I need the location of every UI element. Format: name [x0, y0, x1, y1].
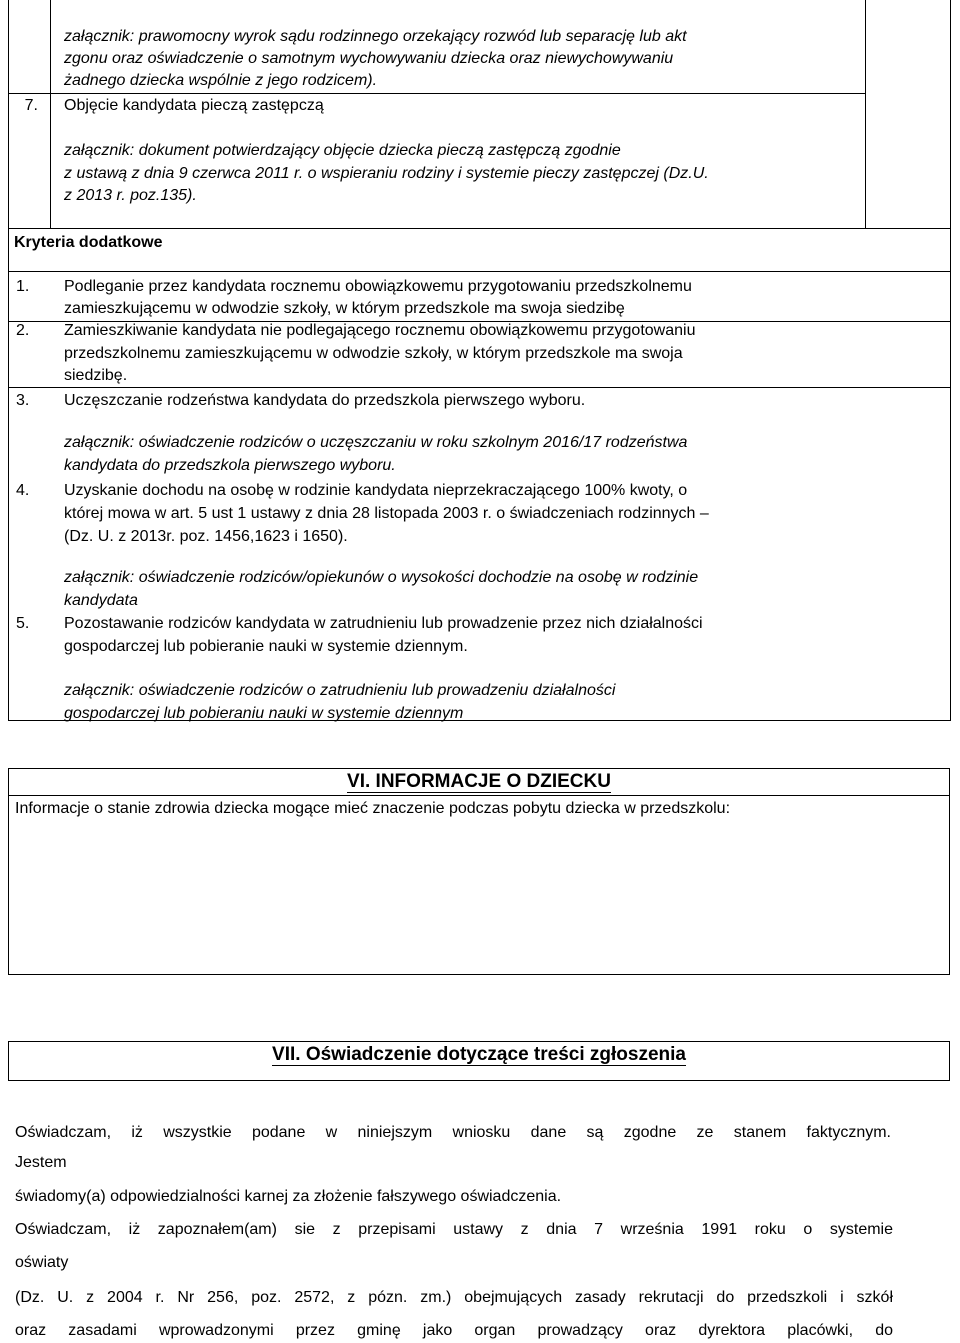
criterion-1-line: Podleganie przez kandydata rocznemu obowiązkowemu przygotowaniu przedszkolnemu	[64, 278, 692, 295]
criterion-3-number: 3.	[16, 392, 30, 409]
criterion-3-attachment-line: kandydata do przedszkola pierwszego wyboru.	[64, 457, 396, 474]
statement-line: Oświadczam, iż wszystkie podane w niniejszym wniosku dane są zgodne ze stanem faktycznym.	[15, 1124, 891, 1141]
criterion-4-line: (Dz. U. z 2013r. poz. 1456,1623 i 1650).	[64, 528, 348, 545]
criterion-4-number: 4.	[16, 482, 30, 499]
statement-line: Jestem	[15, 1154, 67, 1171]
criterion-3-attachment-line: załącznik: oświadczenie rodziców o uczęszczaniu w roku szkolnym 2016/17 rodzeństwa	[64, 434, 688, 451]
item6-attachment-line: żadnego dziecka wspólnie z jego rodzicem).	[64, 72, 378, 89]
item6-attachment-line: załącznik: prawomocny wyrok sądu rodzinnego orzekający rozwód lub separację lub akt	[64, 28, 687, 45]
item7-attachment-line: z ustawą z dnia 9 czerwca 2011 r. o wspieraniu rodziny i systemie pieczy zastępczej (Dz.U.	[64, 165, 709, 182]
criterion-1-line: zamieszkującemu w odwodzie szkoły, w którym przedszkole ma swoja siedzibę	[64, 300, 625, 317]
item7-attachment-line: z 2013 r. poz.135).	[64, 187, 197, 204]
item7-number: 7.	[24, 97, 38, 114]
section-vii-title	[8, 1044, 950, 1066]
statement-line: oświaty	[15, 1254, 69, 1271]
criterion-4-line: Uzyskanie dochodu na osobę w rodzinie kandydata nieprzekraczającego 100% kwoty, o	[64, 482, 688, 499]
section-vi-title-text: VI. INFORMACJE O DZIECKU	[347, 771, 611, 792]
item7-title: Objęcie kandydata pieczą zastępczą	[64, 97, 324, 114]
criterion-3-line: Uczęszczanie rodzeństwa kandydata do przedszkola pierwszego wyboru.	[64, 392, 586, 409]
criterion-5-number: 5.	[16, 615, 30, 632]
criterion-4-attachment-line: kandydata	[64, 592, 138, 609]
section-vi-title	[8, 771, 950, 793]
criterion-4-line: której mowa w art. 5 ust 1 ustawy z dnia 28 listopada 2003 r. o świadczeniach rodzinnych –	[64, 505, 709, 522]
criterion-5-attachment-line: załącznik: oświadczenie rodziców o zatrudnieniu lub prowadzeniu działalności	[64, 682, 616, 699]
criterion-2-line: Zamieszkiwanie kandydata nie podlegającego rocznemu obowiązkowemu przygotowaniu	[64, 322, 696, 339]
health-info-label: Informacje o stanie zdrowia dziecka mogące mieć znaczenie podczas pobytu dziecka w przedszkolu:	[15, 800, 731, 817]
criterion-1-number: 1.	[16, 278, 30, 295]
statement-line: (Dz. U. z 2004 r. Nr 256, poz. 2572, z pózn. zm.) obejmujących zasady rekrutacji do przedszkoli i szkół	[15, 1289, 893, 1306]
statement-line: Oświadczam, iż zapoznałem(am) sie z przepisami ustawy z dnia 7 września 1991 roku o systemie	[15, 1221, 893, 1238]
additional-criteria-heading: Kryteria dodatkowe	[14, 234, 163, 251]
statement-line: świadomy(a) odpowiedzialności karnej za złożenie fałszywego oświadczenia.	[15, 1188, 562, 1205]
criterion-5-line: gospodarczej lub pobieranie nauki w systemie dziennym.	[64, 638, 468, 655]
section-vii-title-text: VII. Oświadczenie dotyczące treści zgłoszenia	[272, 1044, 686, 1065]
health-info-field[interactable]	[12, 822, 946, 970]
criterion-4-attachment-line: załącznik: oświadczenie rodziców/opiekunów o wysokości dochodzie na osobę w rodzinie	[64, 569, 699, 586]
item7-attachment-line: załącznik: dokument potwierdzający objęcie dziecka pieczą zastępczą zgodnie	[64, 142, 621, 159]
statement-line: oraz zasadami wprowadzonymi przez gminę jako organ prowadzący oraz dyrektora placówki, do	[15, 1322, 893, 1339]
criterion-5-attachment-line: gospodarczej lub pobieraniu nauki w systemie dziennym	[64, 705, 464, 722]
criterion-2-number: 2.	[16, 322, 30, 339]
item6-attachment-line: zgonu oraz oświadczenie o samotnym wychowywaniu dziecka oraz niewychowywaniu	[64, 50, 674, 67]
criterion-2-line: przedszkolnemu zamieszkującemu w odwodzie szkoły, w którym przedszkole ma swoja	[64, 345, 683, 362]
criterion-5-line: Pozostawanie rodziców kandydata w zatrudnieniu lub prowadzenie przez nich działalności	[64, 615, 703, 632]
criterion-2-line: siedzibę.	[64, 367, 128, 384]
